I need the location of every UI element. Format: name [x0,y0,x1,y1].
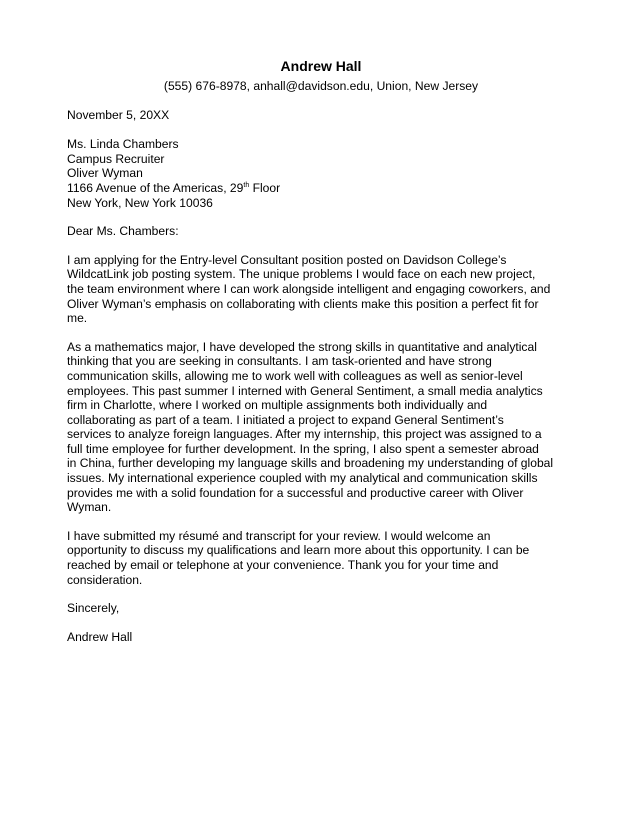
paragraph-line: Wyman. [67,500,112,515]
salutation: Dear Ms. Chambers: [67,224,179,239]
body-paragraph-2 [67,340,575,515]
recipient-address-sup: th [243,181,250,189]
paragraph-line: I have submitted my résumé and transcript for your review. I would welcome an [67,528,491,543]
paragraph-line: I am applying for the Entry-level Consultant position posted on Davidson College’s [67,252,507,267]
recipient-address-end: Floor [249,180,281,195]
signature-name: Andrew Hall [67,629,133,644]
paragraph-line: Oliver Wyman’s emphasis on collaborating with clients make this position a perfect fit for [67,296,539,311]
body-paragraph-1 [67,253,575,326]
body-paragraph-3 [67,529,575,587]
paragraph-line: reached by email or telephone at your convenience. Thank you for your time and [67,558,499,573]
paragraph-line: provides me with a solid foundation for a successful and productive career with Oliver [67,485,524,500]
paragraph-line: As a mathematics major, I have developed the strong skills in quantitative and analytical [67,339,537,354]
paragraph-line: issues. My international experience coupled with my analytical and communication skills [67,471,538,486]
paragraph-line: in China, further developing my language skills and broadening my understanding of global [67,456,554,471]
paragraph-line: me. [67,311,88,326]
paragraph-line: full time employee for further development. In the spring, I also spent a semester abroad [67,441,539,456]
paragraph-line: collaborating as part of a team. I initiated a project to expand General Sentiment’s [67,412,504,427]
sender-contact: (555) 676-8978, anhall@davidson.edu, Union, New Jersey [163,79,479,93]
cover-letter [67,58,575,644]
recipient-address [67,181,575,196]
recipient-title: Campus Recruiter [67,151,165,166]
recipient-name: Ms. Linda Chambers [67,137,179,152]
paragraph-line: the team environment where I can work alongside intelligent and engaging coworkers, and [67,281,551,296]
paragraph-line: opportunity to discuss my qualifications and learn more about this opportunity. I can be [67,543,530,558]
paragraph-line: firm in Charlotte, where I worked on multiple assignments both individually and [67,398,488,413]
paragraph-line: employees. This past summer I interned with General Sentiment, a small media analytics [67,383,543,398]
paragraph-line: WildcatLink job posting system. The unique problems I would face on each new project, [67,267,536,282]
recipient-city: New York, New York 10036 [67,195,213,210]
paragraph-line: communication skills, allowing me to work well with colleagues as well as senior-level [67,368,523,383]
recipient-block [67,137,575,210]
paragraph-line: services to analyze foreign languages. After my internship, this project was assigned to a [67,427,542,442]
recipient-address-main: 1166 Avenue of the Americas, 29 [67,180,244,195]
sender-name: Andrew Hall [280,58,362,74]
letter-date: November 5, 20XX [67,107,170,122]
paragraph-line: thinking that you are seeking in consultants. I am task-oriented and have strong [67,354,492,369]
closing: Sincerely, [67,601,120,616]
recipient-company: Oliver Wyman [67,166,143,181]
paragraph-line: consideration. [67,572,143,587]
